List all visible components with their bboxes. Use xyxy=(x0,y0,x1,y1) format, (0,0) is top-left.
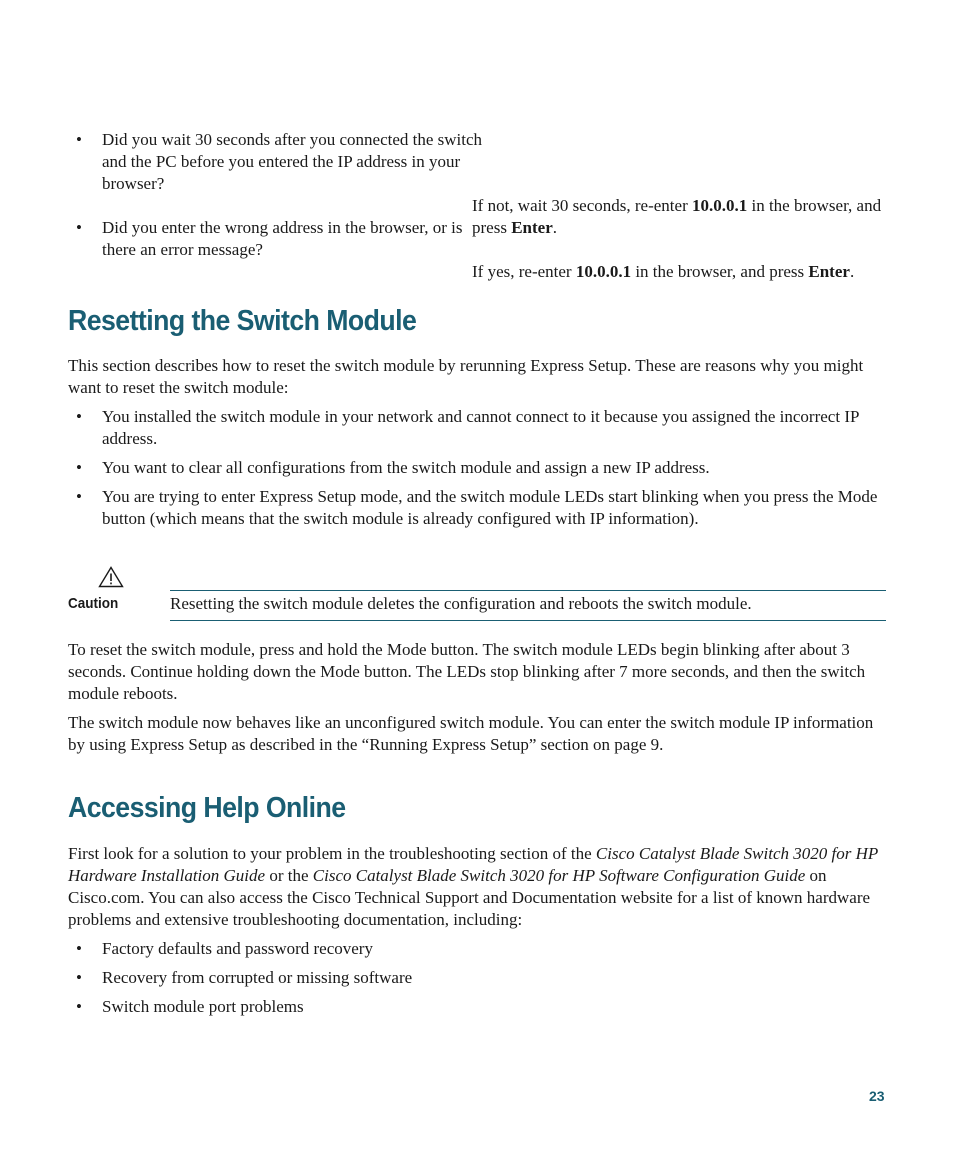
caution-note xyxy=(68,566,886,622)
bullet: • xyxy=(76,487,82,506)
table-question: • Did you enter the wrong address in the browser, or is there an error message? xyxy=(76,218,463,259)
table-row xyxy=(68,129,888,237)
list-item: • Recovery from corrupted or missing software xyxy=(76,968,413,987)
reset-heading-wrap xyxy=(68,304,898,338)
section-heading: Resetting the Switch Module xyxy=(68,305,417,337)
bullet: • xyxy=(76,458,82,477)
bullet: • xyxy=(76,130,82,149)
table-row xyxy=(68,217,888,281)
help-bullet-list xyxy=(68,938,888,1018)
divider xyxy=(170,590,886,591)
list-item: • You want to clear all configurations from the switch module and assign a new IP address. xyxy=(76,458,710,477)
reset-paragraph: The switch module now behaves like an unconfigured switch module. You can enter the switch module IP information by using Express Setup as described in the “Running Express Setup” section on page 9. xyxy=(68,713,874,754)
table-answer: If not, wait 30 seconds, re-enter 10.0.0.1 in the browser, and press Enter. xyxy=(472,196,882,237)
bullet: • xyxy=(76,218,82,237)
caution-text: Resetting the switch module deletes the configuration and reboots the switch module. xyxy=(170,594,752,613)
bullet: • xyxy=(76,997,82,1016)
reset-bullet-list xyxy=(68,406,888,530)
section-heading: Accessing Help Online xyxy=(68,792,346,824)
list-item: • Switch module port problems xyxy=(76,997,304,1016)
reset-instructions xyxy=(68,639,888,756)
page-number: 23 xyxy=(869,1088,885,1104)
table-answer: If yes, re-enter 10.0.0.1 in the browser, and press Enter. xyxy=(472,262,855,281)
bullet: • xyxy=(76,968,82,987)
help-heading-wrap xyxy=(68,791,898,825)
bullet: • xyxy=(76,407,82,426)
list-item: • You are trying to enter Express Setup mode, and the switch module LEDs start blinking when you press the Mode button (which means that the switch module is already configured with IP information). xyxy=(76,487,878,528)
warning-triangle-icon xyxy=(98,566,124,588)
divider xyxy=(170,620,886,621)
help-intro: First look for a solution to your problem in the troubleshooting section of the Cisco Catalyst Blade Switch 3020 for HP Hardware Installation Guide or the Cisco Catalyst Blade Switch 3020 for HP Software Configuration Guide on Cisco.com. You can also access the Cisco Technical Support and Documentation website for a list of known hardware problems and extensive troubleshooting documentation, including: xyxy=(68,844,878,929)
help-body xyxy=(68,843,888,1018)
bullet: • xyxy=(76,939,82,958)
reset-body xyxy=(68,355,888,530)
reset-paragraph: To reset the switch module, press and hold the Mode button. The switch module LEDs begin blinking after about 3 seconds. Continue holding down the Mode button. The LEDs stop blinking after 7 more seconds, and then the switch module reboots. xyxy=(68,640,866,703)
caution-label: Caution xyxy=(68,595,119,612)
list-item: • Factory defaults and password recovery xyxy=(76,939,373,958)
reset-intro: This section describes how to reset the switch module by rerunning Express Setup. These are reasons why you might want to reset the switch module: xyxy=(68,356,864,397)
list-item: • You installed the switch module in your network and cannot connect to it because you assigned the incorrect IP address. xyxy=(76,407,859,448)
table-question: • Did you wait 30 seconds after you connected the switch and the PC before you entered the IP address in your browser? xyxy=(76,130,483,193)
